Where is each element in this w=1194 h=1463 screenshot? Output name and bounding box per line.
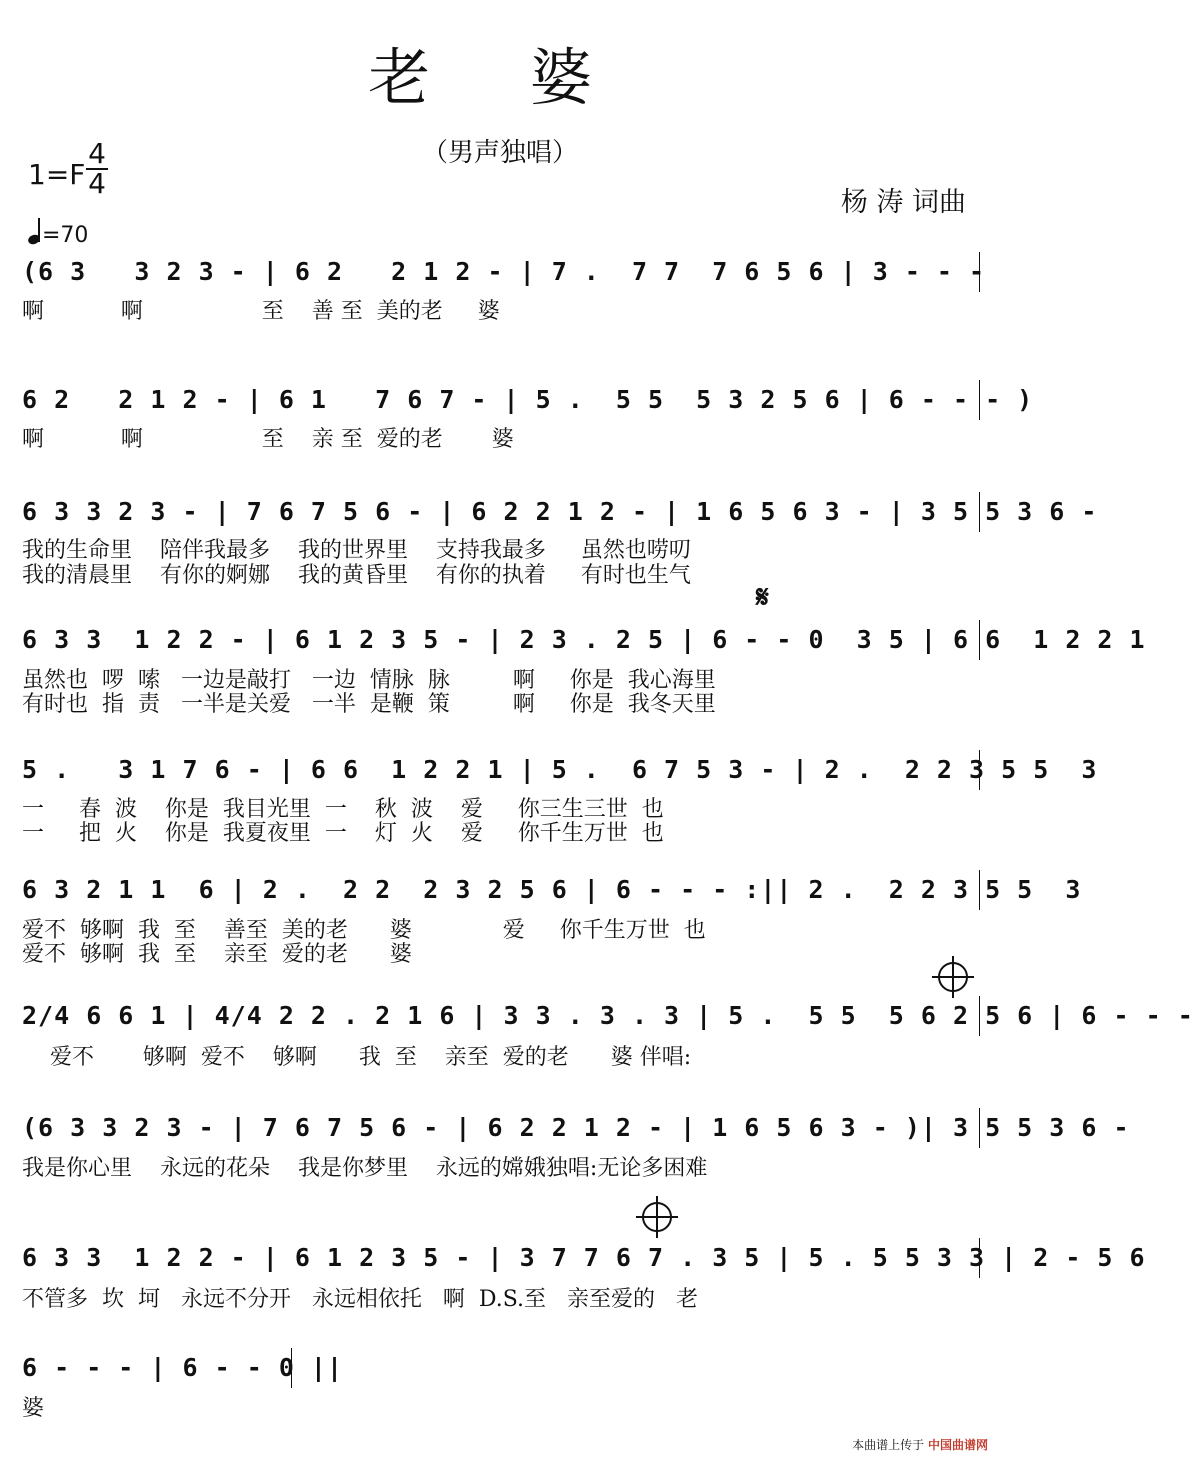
notation-line-8: (6 3 3 2 3 - | 7 6 7 5 6 - | 6 2 2 1 2 - | 1 6 5 6 3 - )| 3 5 5 3 6 -: [22, 1108, 980, 1148]
notation-line-10: 6 - - - | 6 - - 0 ||: [22, 1348, 292, 1388]
lyrics-5-2: 一 把 火 你是 我夏夜里 一 灯 火 爱 你千生万世 也: [22, 821, 664, 846]
song-subtitle: （男声独唱）: [421, 138, 578, 168]
song-title: 老 婆: [368, 41, 632, 114]
key-signature: 1=F: [28, 158, 86, 191]
lyrics-6-2: 爱不 够啊 我 至 亲至 爱的老 婆: [22, 942, 412, 967]
notation-line-5: 5 . 3 1 7 6 - | 6 6 1 2 2 1 | 5 . 6 7 5 3 - | 2 . 2 2 3 5 5 3: [22, 750, 980, 790]
tempo-marking: [28, 218, 88, 248]
lyrics-3-2: 我的清晨里 有你的婀娜 我的黄昏里 有你的执着 有时也生气: [22, 563, 691, 588]
notation-line-9: 6 3 3 1 2 2 - | 6 1 2 3 5 - | 3 7 7 6 7 . 3 5 | 5 . 5 5 3 3 | 2 - 5 6: [22, 1238, 980, 1278]
coda-sign-icon-2: [642, 1202, 672, 1232]
lyrics-6-1: 爱不 够啊 我 至 善至 美的老 婆 爱 你千生万世 也: [22, 918, 706, 943]
notation-line-1: (6 3 3 2 3 - | 6 2 2 1 2 - | 7 . 7 7 7 6 5 6 | 3 - - -: [22, 252, 980, 292]
notation-line-2: 6 2 2 1 2 - | 6 1 7 6 7 - | 5 . 5 5 5 3 2 5 6 | 6 - - - ): [22, 380, 980, 420]
lyrics-7-1: 爱不 够啊 爱不 够啊 我 至 亲至 爱的老 婆 伴唱:: [22, 1045, 692, 1070]
footer-upload-text: 本曲谱上传于: [852, 1438, 925, 1452]
notation-line-3: 6 3 3 2 3 - | 7 6 7 5 6 - | 6 2 2 1 2 - | 1 6 5 6 3 - | 3 5 5 3 6 -: [22, 492, 980, 532]
composer-credit: 杨 涛 词曲: [840, 187, 966, 218]
tempo-value: =70: [42, 223, 89, 248]
notation-line-4: 6 3 3 1 2 2 - | 6 1 2 3 5 - | 2 3 . 2 5 | 6 - - 0 3 5 | 6 6 1 2 2 1: [22, 620, 980, 660]
lyrics-4-1: 虽然也 啰 嗦 一边是敲打 一边 情脉 脉 啊 你是 我心海里: [22, 668, 716, 693]
meter-bottom: 4: [88, 167, 106, 200]
lyrics-1-1: 啊 啊 至 善 至 美的老 婆: [22, 299, 500, 324]
lyrics-4-2: 有时也 指 责 一半是关爱 一半 是鞭 策 啊 你是 我冬天里: [22, 692, 716, 717]
lyrics-9-1: 不管多 坎 坷 永远不分开 永远相依托 啊 D.S.至 亲至爱的 老: [22, 1287, 698, 1312]
notation-line-6: 6 3 2 1 1 6 | 2 . 2 2 2 3 2 5 6 | 6 - - - :|| 2 . 2 2 3 5 5 3: [22, 870, 980, 910]
coda-sign-icon: [938, 962, 968, 992]
lyrics-5-1: 一 春 波 你是 我目光里 一 秋 波 爱 你三生三世 也: [22, 797, 664, 822]
meter-top: 4: [88, 137, 106, 170]
lyrics-3-1: 我的生命里 陪伴我最多 我的世界里 支持我最多 虽然也唠叨: [22, 538, 691, 563]
notation-line-7: 2/4 6 6 1 | 4/4 2 2 . 2 1 6 | 3 3 . 3 . 3 | 5 . 5 5 5 6 2 5 6 | 6 - - -: [22, 996, 980, 1036]
time-signature: [86, 137, 108, 200]
lyrics-2-1: 啊 啊 至 亲 至 爱的老 婆: [22, 427, 514, 452]
lyrics-10-1: 婆: [22, 1396, 45, 1421]
segno-sign: 𝄋: [756, 580, 769, 615]
lyrics-8-1: 我是你心里 永远的花朵 我是你梦里 永远的嫦娥独唱:无论多困难: [22, 1156, 708, 1181]
footer-credit: [852, 1436, 988, 1453]
site-logo: 中国曲谱网: [927, 1438, 988, 1452]
